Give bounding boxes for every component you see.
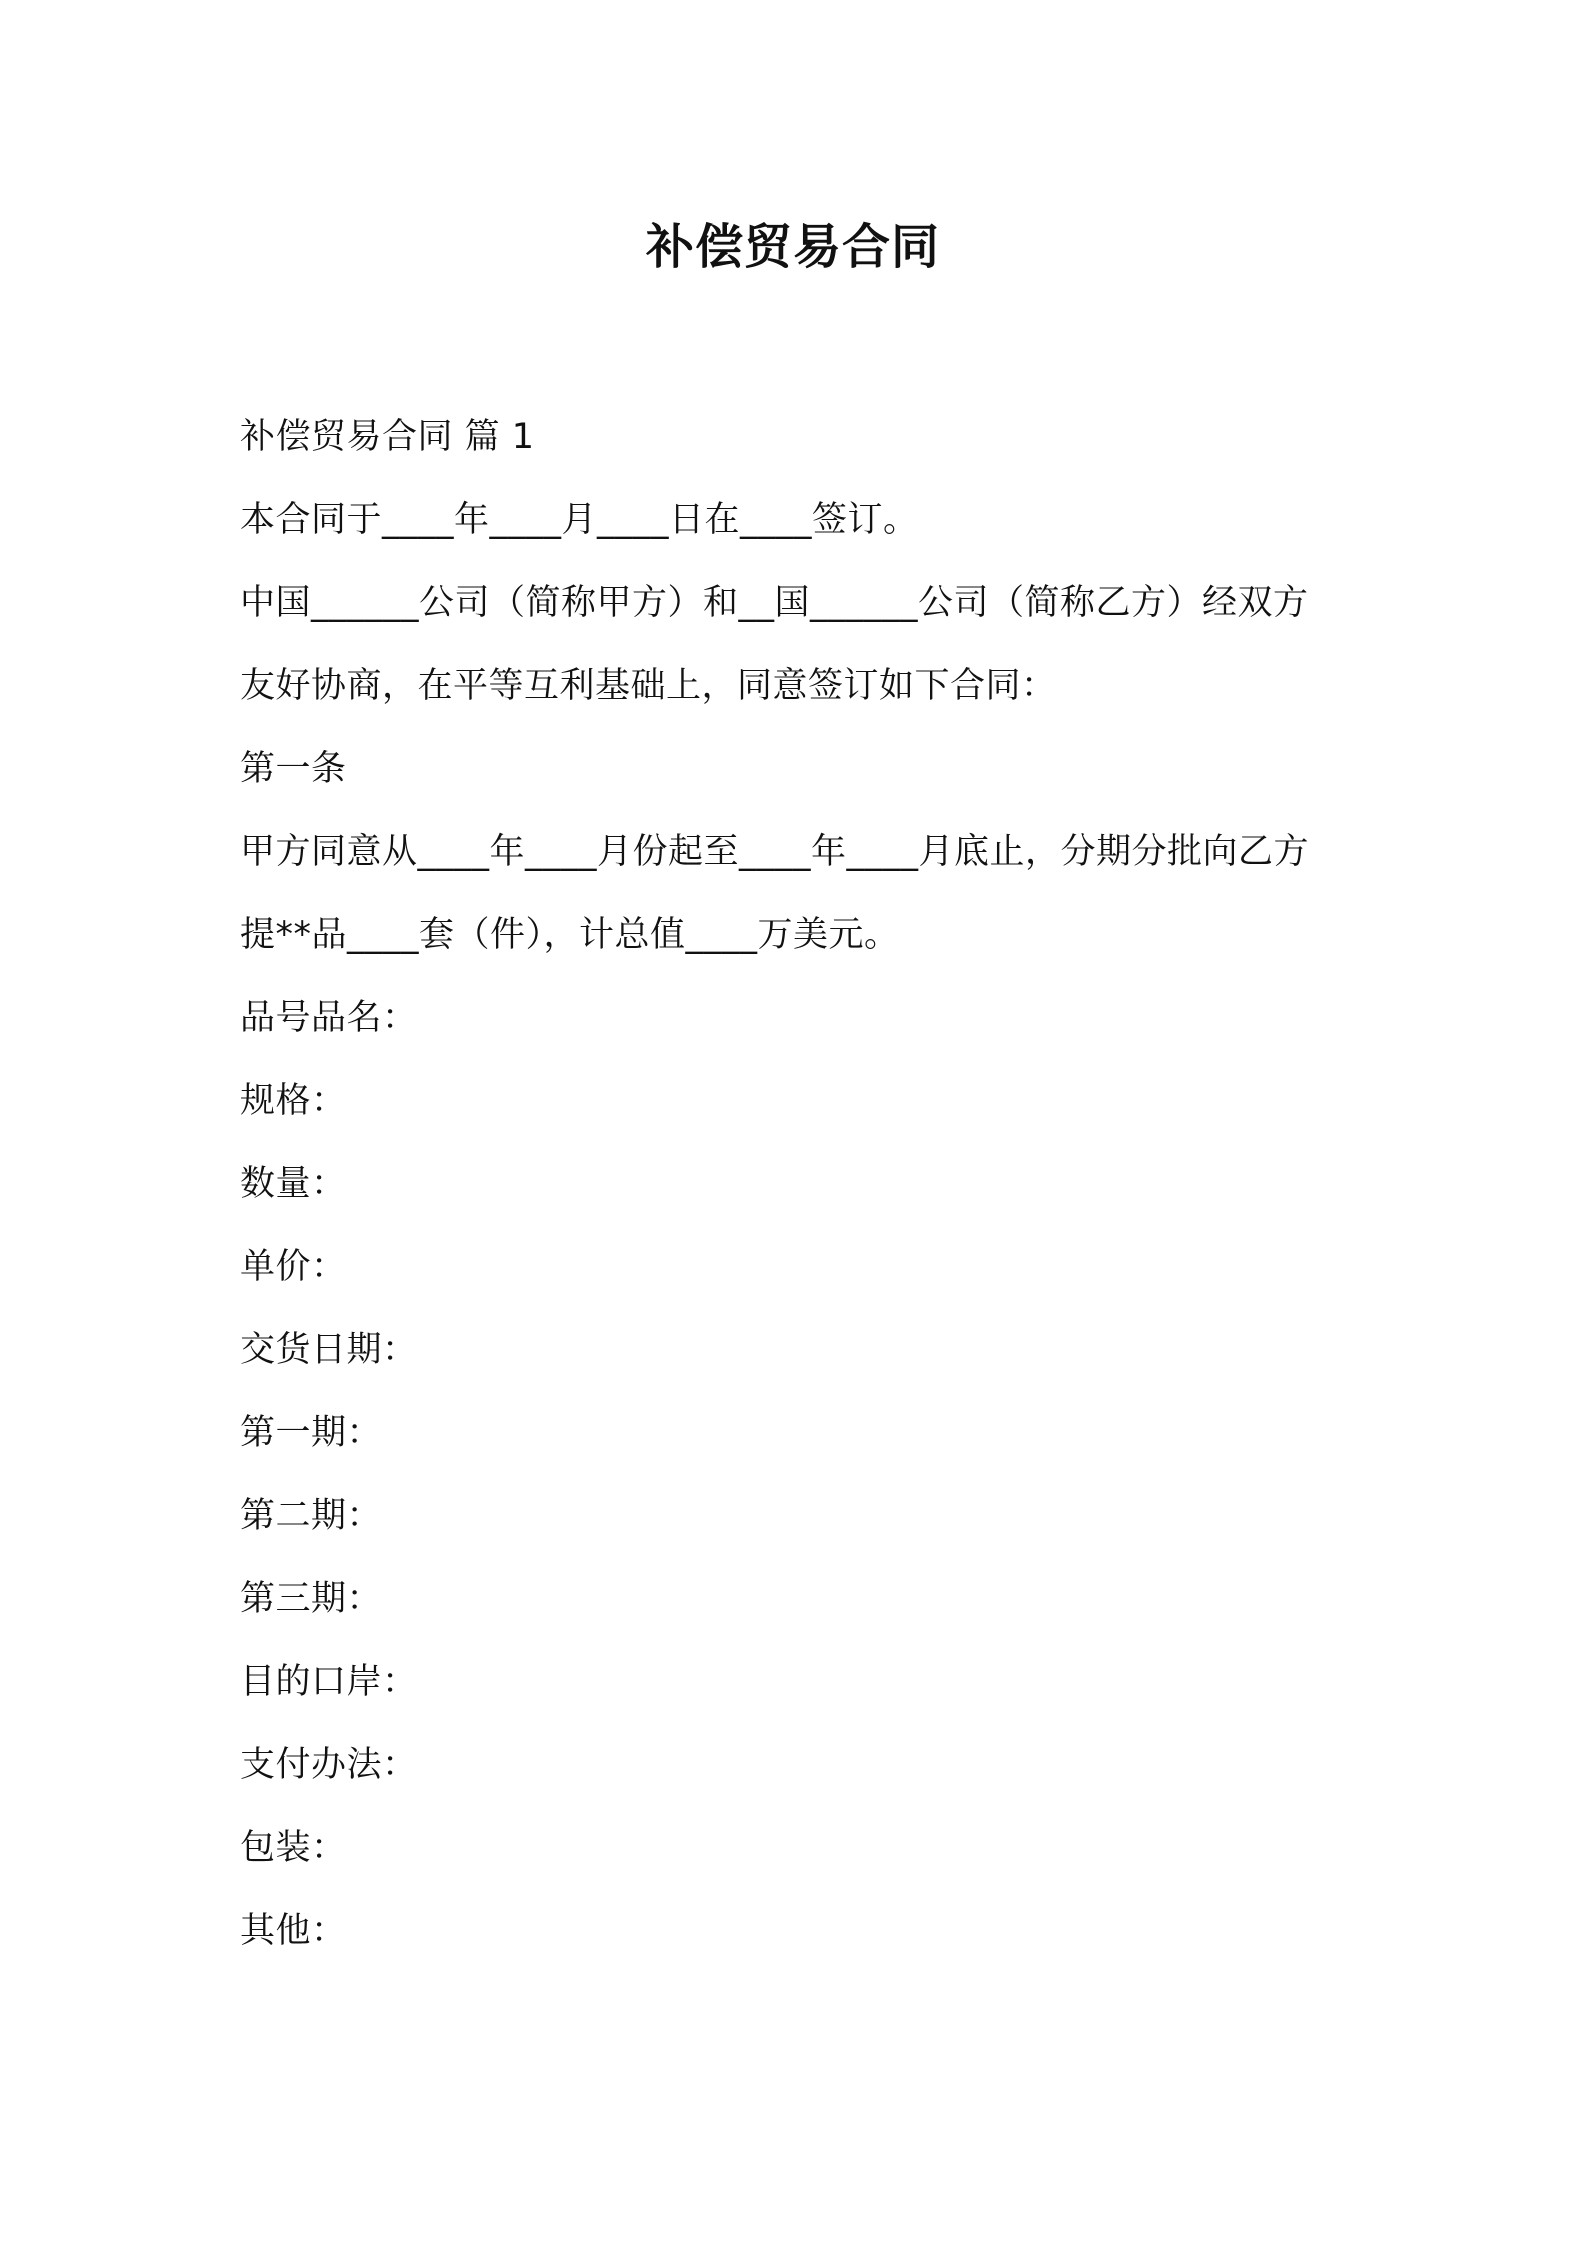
document-body <box>240 402 1360 1979</box>
field-packaging: 包装： <box>240 1828 347 1868</box>
field-unit-price: 单价： <box>240 1247 347 1287</box>
parties-line-2: 友好协商，在平等互利基础上，同意签订如下合同： <box>240 666 1057 706</box>
field-specification: 规格： <box>240 1081 347 1121</box>
field-destination-port: 目的口岸： <box>240 1662 418 1702</box>
parties-line-1: 中国______公司（简称甲方）和__国______公司（简称乙方）经双方 <box>240 583 1309 623</box>
contract-date-line: 本合同于____年____月____日在____签订。 <box>240 500 919 540</box>
field-payment-method: 支付办法： <box>240 1745 418 1785</box>
field-delivery-date: 交货日期： <box>240 1330 418 1370</box>
document-title: 补偿贸易合同 <box>645 219 940 275</box>
field-other: 其他： <box>240 1911 347 1951</box>
section-heading: 补偿贸易合同 篇 1 <box>240 417 535 457</box>
field-phase-three: 第三期： <box>240 1579 383 1619</box>
article-one-heading: 第一条 <box>240 749 347 789</box>
article-one-line-2: 提**品____套（件），计总值____万美元。 <box>240 915 900 955</box>
field-product-name: 品号品名： <box>240 998 418 1038</box>
field-phase-two: 第二期： <box>240 1496 383 1536</box>
field-quantity: 数量： <box>240 1164 347 1204</box>
article-one-line-1: 甲方同意从____年____月份起至____年____月底止，分期分批向乙方 <box>240 832 1310 872</box>
field-phase-one: 第一期： <box>240 1413 383 1453</box>
